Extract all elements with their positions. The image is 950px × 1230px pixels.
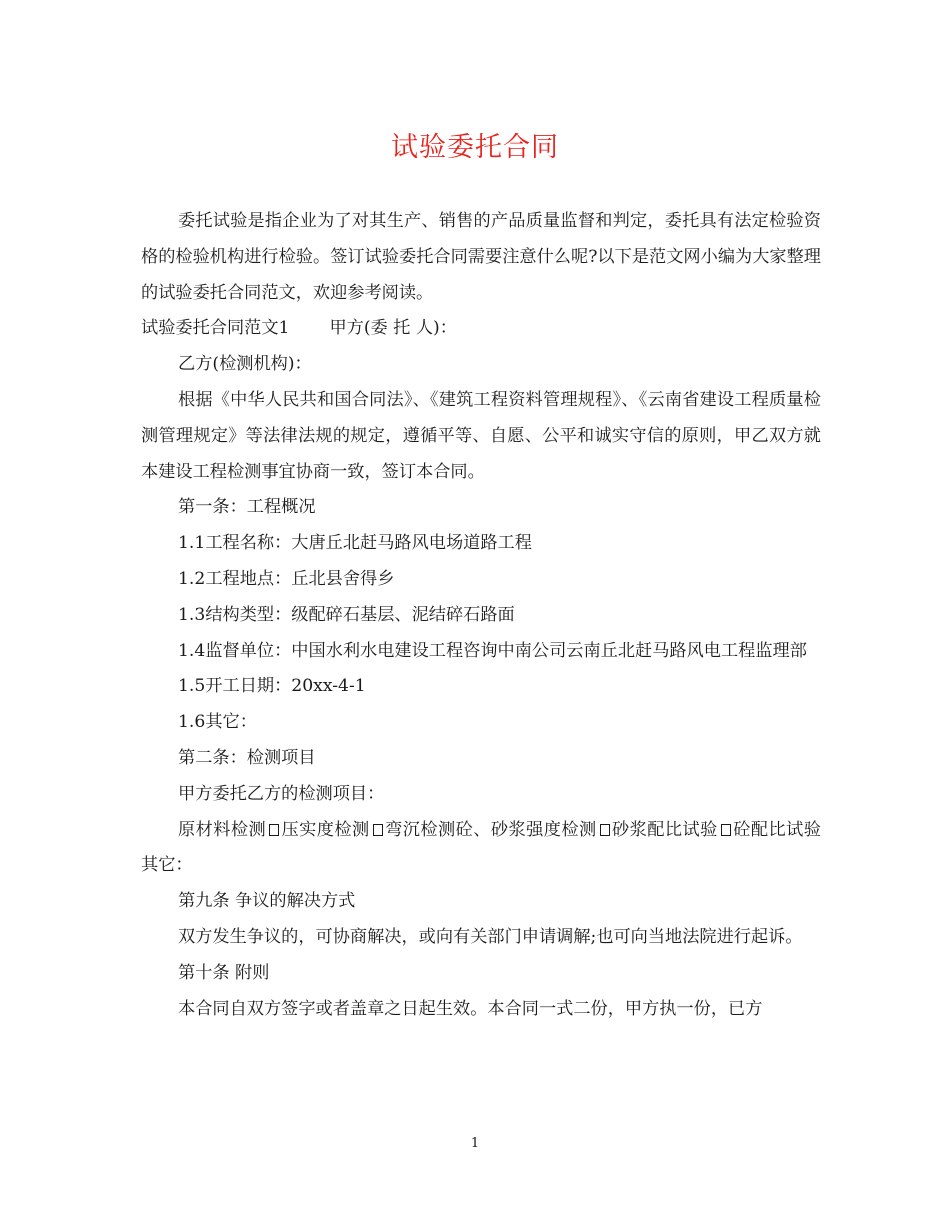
article-2-text: 甲方委托乙方的检测项目： [178, 783, 385, 804]
checkbox-icon [269, 824, 279, 836]
item-1-5: 1.5开工日期：20xx-4-1 [178, 676, 366, 697]
item-1-6: 1.6其它： [178, 712, 257, 733]
article-1-heading: 第一条：工程概况 [178, 497, 316, 518]
article-2-heading: 第二条：检测项目 [178, 747, 316, 768]
checklist-item-materials: 原材料检测 [178, 819, 267, 840]
article-10-text: 本合同自双方签字或者盖章之日起生效。本合同一式二份，甲方执一份，已方 [178, 998, 763, 1019]
document-body [141, 204, 821, 1027]
sample-heading-line [141, 311, 821, 347]
checklist-item-deflection: 弯沉检测砼、砂浆强度检测 [384, 819, 597, 840]
article-9-heading: 第九条 争议的解决方式 [178, 891, 356, 912]
item-1-4: 1.4监督单位：中国水利水电建设工程咨询中南公司云南丘北赶马路风电工程监理部 [178, 640, 807, 661]
item-1-3: 1.3结构类型：级配碎石基层、泥结碎石路面 [178, 604, 515, 625]
article-10-heading: 第十条 附则 [178, 962, 270, 983]
checklist-item-mortar-mix: 砂浆配比试验 [611, 819, 718, 840]
checklist-item-compaction: 压实度检测 [281, 819, 370, 840]
checklist-paragraph [141, 813, 821, 885]
document-title: 试验委托合同 [391, 132, 559, 163]
basis-paragraph: 根据《中华人民共和国合同法》、《建筑工程资料管理规程》、《云南省建设工程质量检测管理规定》等法律法规的规定，遵循平等、自愿、公平和诚实守信的原则，甲乙双方就本建设工程检测事宜协商一致，签订本合同。 [141, 389, 821, 482]
checklist-item-concrete-mix: 砼配比试验其它： [141, 819, 821, 876]
checkbox-icon [600, 824, 610, 836]
item-1-1: 1.1工程名称：大唐丘北赶马路风电场道路工程 [178, 533, 532, 554]
checkbox-icon [373, 824, 383, 836]
article-9-text: 双方发生争议的，可协商解决，或向有关部门申请调解;也可向当地法院进行起诉。 [178, 926, 803, 947]
item-1-2: 1.2工程地点：丘北县舍得乡 [178, 568, 395, 589]
party-a-label: 甲方(委 托 人)： [329, 318, 457, 339]
intro-paragraph: 委托试验是指企业为了对其生产、销售的产品质量监督和判定，委托具有法定检验资格的检验机构进行检验。签订试验委托合同需要注意什么呢?以下是范文网小编为大家整理的试验委托合同范文，欢迎参考阅读。 [141, 211, 821, 303]
page-number: 1 [470, 1136, 480, 1151]
checkbox-icon [721, 824, 731, 836]
party-b-label: 乙方(检测机构)： [178, 354, 312, 375]
sample-heading: 试验委托合同范文1 [141, 318, 290, 339]
